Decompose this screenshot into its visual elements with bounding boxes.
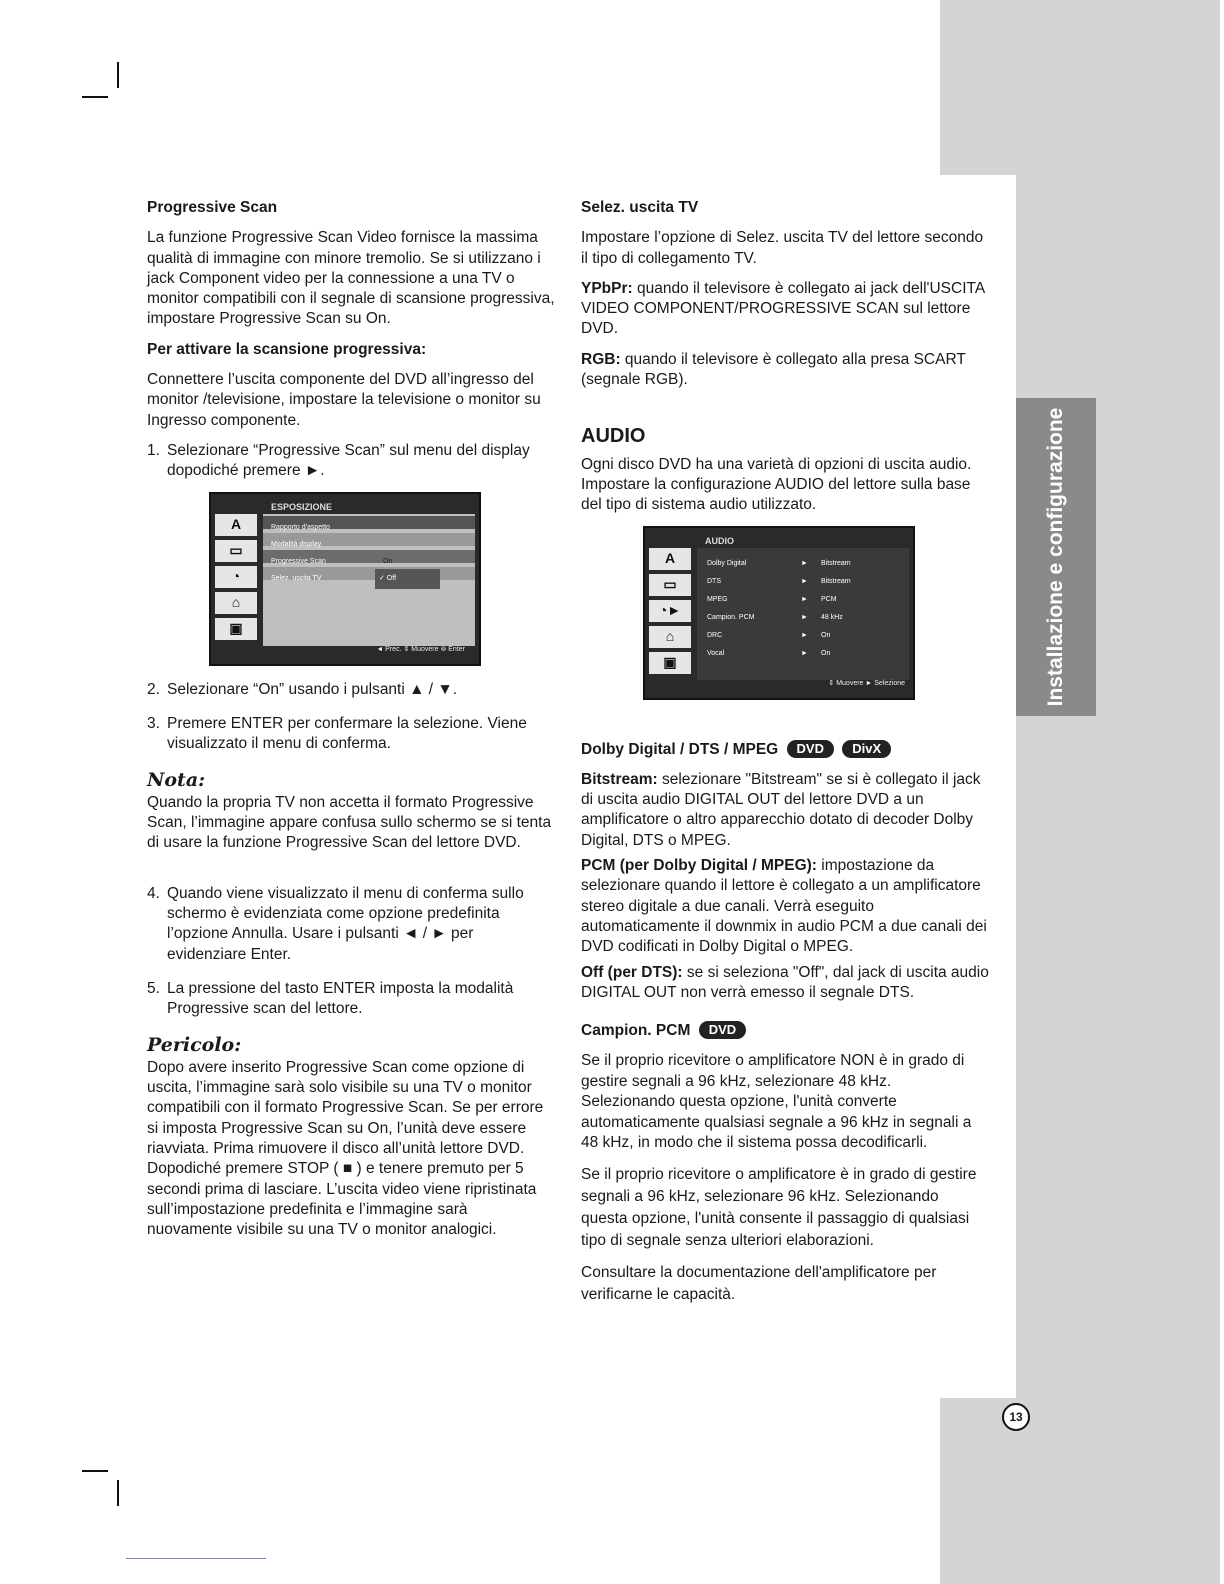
step-number: 1.	[147, 441, 160, 459]
audio-menu-title: AUDIO	[705, 535, 734, 546]
display-icon: ▭	[649, 574, 691, 596]
campion-text-2: Se il proprio ricevitore o amplificatore è in grado di gestire segnali a 96 kHz, selezionare 96 kHz. Selezionando questa opzione, l'unità consente il passaggio di qualsiasi tipo di segnale senza ulteriori elaborazioni.	[581, 1165, 977, 1249]
campion-pcm-heading: Campion. PCM DVD	[581, 1021, 989, 1041]
lock-icon: ⌂	[649, 626, 691, 648]
others-icon: ▣	[215, 618, 257, 640]
step-1	[147, 441, 555, 482]
audio-menu-row: Vocal ► On	[707, 649, 831, 657]
menu-icon-column	[215, 514, 257, 640]
selez-uscita-text: Impostare l’opzione di Selez. uscita TV del lettore secondo il tipo di collegamento TV.	[581, 229, 984, 267]
crop-mark	[117, 62, 119, 88]
side-band-bottom	[940, 1398, 1220, 1584]
audio-menu-panel	[697, 548, 909, 680]
menu-panel	[263, 514, 475, 646]
step-text: Selezionare “Progressive Scan” sul menu del display dopodiché premere ►.	[167, 441, 530, 480]
menu-item: Selez. uscita TV ✓ Off	[263, 567, 475, 580]
nota-heading: Nota:	[147, 769, 206, 792]
activate-heading: Per attivare la scansione progressiva:	[147, 340, 427, 358]
divx-badge: DivX	[842, 740, 891, 758]
pericolo-heading: Pericolo:	[147, 1034, 242, 1057]
right-column	[581, 198, 989, 1316]
pcm-paragraph: PCM (per Dolby Digital / MPEG): impostazione da selezionare quando il lettore è collegato a un amplificatore stereo digitale a due canali. Verrà eseguito automaticamente il downmix in audio PCM a due canali dei DVD codificati in Dolby Digital o MPEG.	[581, 857, 987, 956]
crop-mark	[82, 96, 108, 98]
menu-title: ESPOSIZIONE	[271, 501, 333, 512]
lock-icon: ⌂	[215, 592, 257, 614]
activate-text: Connettere l’uscita componente del DVD all’ingresso del monitor /televisione, impostare la televisione o monitor su Ingresso componente.	[147, 371, 541, 429]
progressive-scan-text: La funzione Progressive Scan Video fornisce la massima qualità di immagine con minore tremolio. Se si utilizzano i jack Component video per la connessione a una TV o monitor compatibili con il segnale di scansione progressiva, impostare Progressive Scan su On.	[147, 229, 555, 328]
nota-text: Quando la propria TV non accetta il formato Progressive Scan, l’immagine appare confusa sullo schermo se si tenta di usare la funzione Progressive Scan del lettore DVD.	[147, 793, 552, 852]
campion-text-3: Consultare la documentazione dell'amplificatore per verificarne le capacità.	[581, 1263, 937, 1303]
audio-menu-screenshot	[643, 526, 915, 700]
ypbpr-paragraph: YPbPr: quando il televisore è collegato ai jack dell'USCITA VIDEO COMPONENT/PROGRESSIVE SCAN sul lettore DVD.	[581, 279, 985, 338]
dvd-badge: DVD	[787, 740, 834, 758]
section-tab-label: Installazione e configurazione	[1044, 407, 1067, 707]
audio-menu-row: Campion. PCM ► 48 kHz	[707, 613, 843, 621]
crop-mark	[117, 1480, 119, 1506]
language-icon: A	[215, 514, 257, 536]
menu-item-selected: Progressive Scan On	[263, 550, 475, 563]
menu-item: Modalità display	[263, 533, 475, 546]
side-band	[1016, 175, 1220, 1400]
left-column	[147, 198, 555, 1250]
display-icon: ▭	[215, 540, 257, 562]
step-2: 2. Selezionare “On” usando i pulsanti ▲ / ▼.	[147, 680, 458, 698]
pericolo-text: Dopo avere inserito Progressive Scan come opzione di uscita, l’immagine sarà solo visibile su una TV o monitor compatibili con il formato Progressive Scan. Se per errore si imposta Progressive Scan su On, l’unità deve essere riavviata. Prima rimuovere il disco all’unità lettore DVD. Dopodiché premere STOP ( ■ ) e tenere premuto per 5 secondi prima di lasciare. L’uscita video viene ripristinata sull’impostazione predefinita e l’immagine sarà nuovamente visibile su una TV o monitor analogici.	[147, 1058, 544, 1239]
crop-mark	[82, 1470, 108, 1472]
off-paragraph: Off (per DTS): se si seleziona "Off", dal jack di uscita audio DIGITAL OUT non verrà emesso il segnale DTS.	[581, 963, 989, 1001]
campion-text-1: Se il proprio ricevitore o amplificatore NON è in grado di gestire segnali a 96 kHz, selezionare 48 kHz. Selezionando questa opzione, l'unità converte automaticamente qualsiasi segnale a 96 kHz in segnali a 48 kHz, in modo che il sistema possa decodificarli.	[581, 1052, 972, 1152]
audio-icon: ◔►	[649, 600, 691, 622]
audio-text: Ogni disco DVD ha una varietà di opzioni di uscita audio. Impostare la configurazione AUDIO del lettore sulla base del tipo di sistema audio utilizzato.	[581, 455, 972, 514]
audio-heading: AUDIO	[581, 425, 646, 448]
dolby-heading: Dolby Digital / DTS / MPEG DVD DivX	[581, 740, 989, 760]
menu-item: Rapporto d'aspetto	[263, 516, 475, 529]
step-3: 3. Premere ENTER per confermare la selezione. Viene visualizzato il menu di conferma.	[147, 714, 527, 753]
audio-menu-footer: ⇕ Muovere ► Selezione	[828, 680, 905, 688]
bitstream-paragraph: Bitstream: selezionare "Bitstream" se si è collegato il jack di uscita audio DIGITAL OUT del lettore DVD a un amplificatore o altro apparecchio dotato di decoder Dolby Digital, DTS o MPEG.	[581, 770, 981, 849]
step-4: 4. Quando viene visualizzato il menu di conferma sullo schermo è evidenziata come opzione predefinita l’opzione Annulla. Usare i pulsanti ◄ / ► per evidenziare Enter.	[147, 884, 524, 963]
language-icon: A	[649, 548, 691, 570]
selez-uscita-heading: Selez. uscita TV	[581, 199, 699, 216]
rgb-paragraph: RGB: quando il televisore è collegato alla presa SCART (segnale RGB).	[581, 350, 966, 389]
page-number: 13	[1002, 1403, 1030, 1431]
progressive-scan-heading: Progressive Scan	[147, 199, 278, 216]
audio-menu-row: DTS ► Bitstream	[707, 577, 851, 585]
menu-footer: ◄ Prec. ⇕ Muovere ⊚ Enter	[376, 646, 465, 654]
audio-menu-icon-column	[649, 548, 691, 674]
audio-menu-row: MPEG ► PCM	[707, 595, 837, 603]
audio-menu-row: Dolby Digital ► Bitstream	[707, 559, 851, 567]
display-menu-screenshot	[209, 492, 481, 666]
bottom-rule	[126, 1558, 266, 1559]
section-tab	[1016, 398, 1096, 716]
step-5: 5. La pressione del tasto ENTER imposta la modalità Progressive scan del lettore.	[147, 979, 514, 1018]
others-icon: ▣	[649, 652, 691, 674]
audio-menu-row: DRC ► On	[707, 631, 831, 639]
audio-icon: ◔	[215, 566, 257, 588]
side-band-top	[940, 0, 1220, 175]
dvd-badge: DVD	[699, 1021, 746, 1039]
